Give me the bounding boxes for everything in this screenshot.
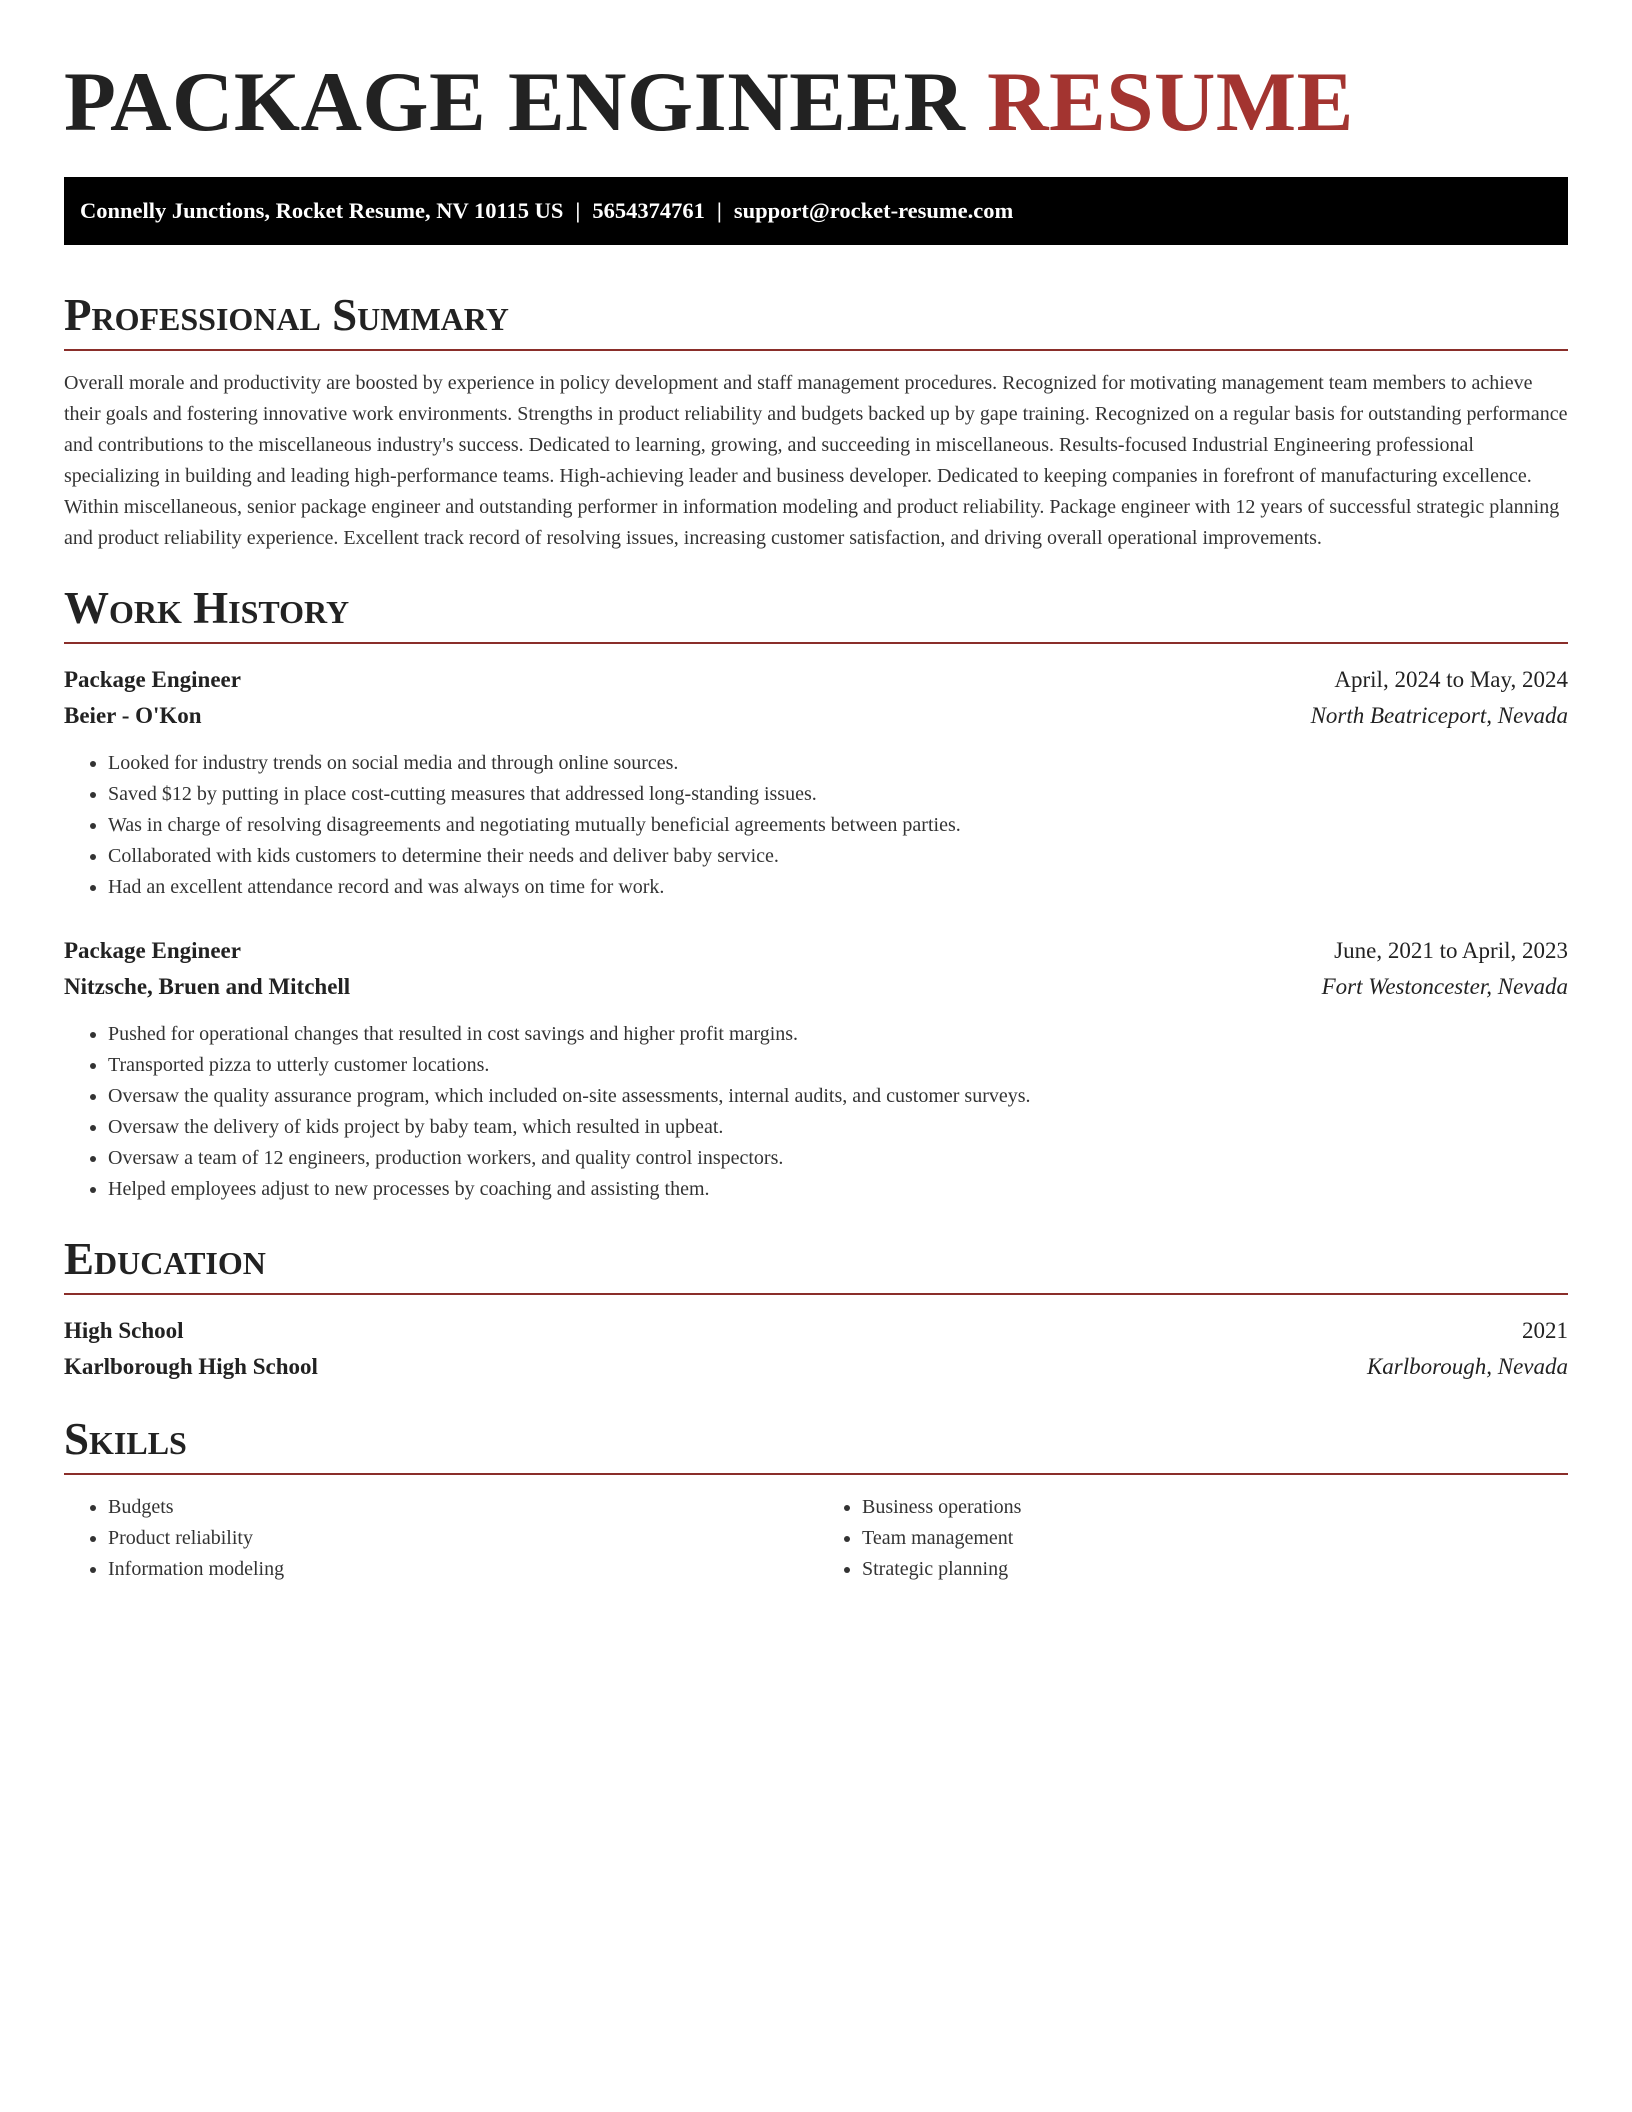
job-title-row (64, 933, 1568, 969)
list-item: • Pushed for operational changes that resulted in cost savings and higher profit margins. (108, 1019, 1568, 1050)
job-entry (64, 933, 1568, 1205)
job-company-row (64, 969, 1568, 1005)
skill-item: • Business operations (862, 1492, 1568, 1523)
job-company: Beier - O'Kon (64, 703, 202, 728)
job-dates: April, 2024 to May, 2024 (1334, 667, 1568, 692)
job-location: North Beatriceport, Nevada (1310, 703, 1568, 728)
education-entry (64, 1313, 1568, 1385)
skill-item: • Strategic planning (862, 1554, 1568, 1585)
skills-heading: Skills (64, 1412, 1568, 1475)
list-item: • Saved $12 by putting in place cost-cutting measures that addressed long-standing issues. (108, 779, 1568, 810)
contact-address: Connelly Junctions, Rocket Resume, NV 10115 US (80, 198, 564, 223)
job-bullets (64, 748, 1568, 903)
summary-heading: Professional Summary (64, 288, 1568, 351)
education-section (64, 1232, 1568, 1385)
list-item: • Looked for industry trends on social media and through online sources. (108, 748, 1568, 779)
education-year: 2021 (1522, 1318, 1568, 1343)
skills-column-right (816, 1492, 1568, 1585)
title-accent: RESUME (987, 55, 1354, 149)
contact-separator: | (716, 198, 722, 223)
summary-text: Overall morale and productivity are boosted by experience in policy development and staff management procedures. Recognized for motivating management team members to achieve their goals and fostering innovative work environments. Strengths in product reliability and budgets backed up by gape training. Recognized on a regular basis for outstanding performance and contributions to the miscellaneous industry's success. Dedicated to learning, growing, and succeeding in miscellaneous. Results-focused Industrial Engineering professional specializing in building and leading high-performance teams. High-achieving leader and business developer. Dedicated to keeping companies in forefront of manufacturing excellence. Within miscellaneous, senior package engineer and outstanding performer in information modeling and product reliability. Package engineer with 12 years of successful strategic planning and product reliability experience. Excellent track record of resolving issues, increasing customer satisfaction, and driving overall operational improvements. (64, 372, 1568, 549)
job-dates: June, 2021 to April, 2023 (1334, 938, 1568, 963)
contact-email: support@rocket-resume.com (733, 198, 1014, 223)
list-item: • Transported pizza to utterly customer locations. (108, 1050, 1568, 1081)
list-item: • Was in charge of resolving disagreements and negotiating mutually beneficial agreements between parties. (108, 810, 1568, 841)
job-company-row (64, 698, 1568, 734)
education-heading: Education (64, 1232, 1568, 1295)
contact-separator: | (575, 198, 581, 223)
contact-phone: 5654374761 (592, 198, 705, 223)
skills-column-left (64, 1492, 816, 1585)
list-item: • Oversaw a team of 12 engineers, production workers, and quality control inspectors. (108, 1143, 1568, 1174)
title-main: PACKAGE ENGINEER (64, 55, 966, 149)
job-title: Package Engineer (64, 667, 241, 692)
education-school: Karlborough High School (64, 1354, 318, 1379)
job-title: Package Engineer (64, 938, 241, 963)
skill-item: • Information modeling (108, 1554, 816, 1585)
job-title-row (64, 662, 1568, 698)
contact-bar (64, 177, 1568, 245)
list-item: • Collaborated with kids customers to determine their needs and deliver baby service. (108, 841, 1568, 872)
list-item: • Oversaw the delivery of kids project by baby team, which resulted in upbeat. (108, 1112, 1568, 1143)
job-company: Nitzsche, Bruen and Mitchell (64, 974, 351, 999)
skill-item: • Budgets (108, 1492, 816, 1523)
education-school-row (64, 1349, 1568, 1385)
work-history-section (64, 581, 1568, 1205)
resume-title (64, 52, 1568, 152)
skills-columns (64, 1492, 1568, 1585)
skill-item: • Product reliability (108, 1523, 816, 1554)
work-history-heading: Work History (64, 581, 1568, 644)
list-item: • Had an excellent attendance record and was always on time for work. (108, 872, 1568, 903)
list-item: • Oversaw the quality assurance program, which included on-site assessments, internal audits, and customer surveys. (108, 1081, 1568, 1112)
job-location: Fort Westoncester, Nevada (1321, 974, 1568, 999)
job-bullets (64, 1019, 1568, 1205)
job-entry (64, 662, 1568, 903)
list-item: • Helped employees adjust to new processes by coaching and assisting them. (108, 1174, 1568, 1205)
education-location: Karlborough, Nevada (1366, 1354, 1568, 1379)
education-degree-row (64, 1313, 1568, 1349)
skill-item: • Team management (862, 1523, 1568, 1554)
skills-section (64, 1412, 1568, 1585)
summary-section (64, 288, 1568, 554)
education-degree: High School (64, 1318, 184, 1343)
